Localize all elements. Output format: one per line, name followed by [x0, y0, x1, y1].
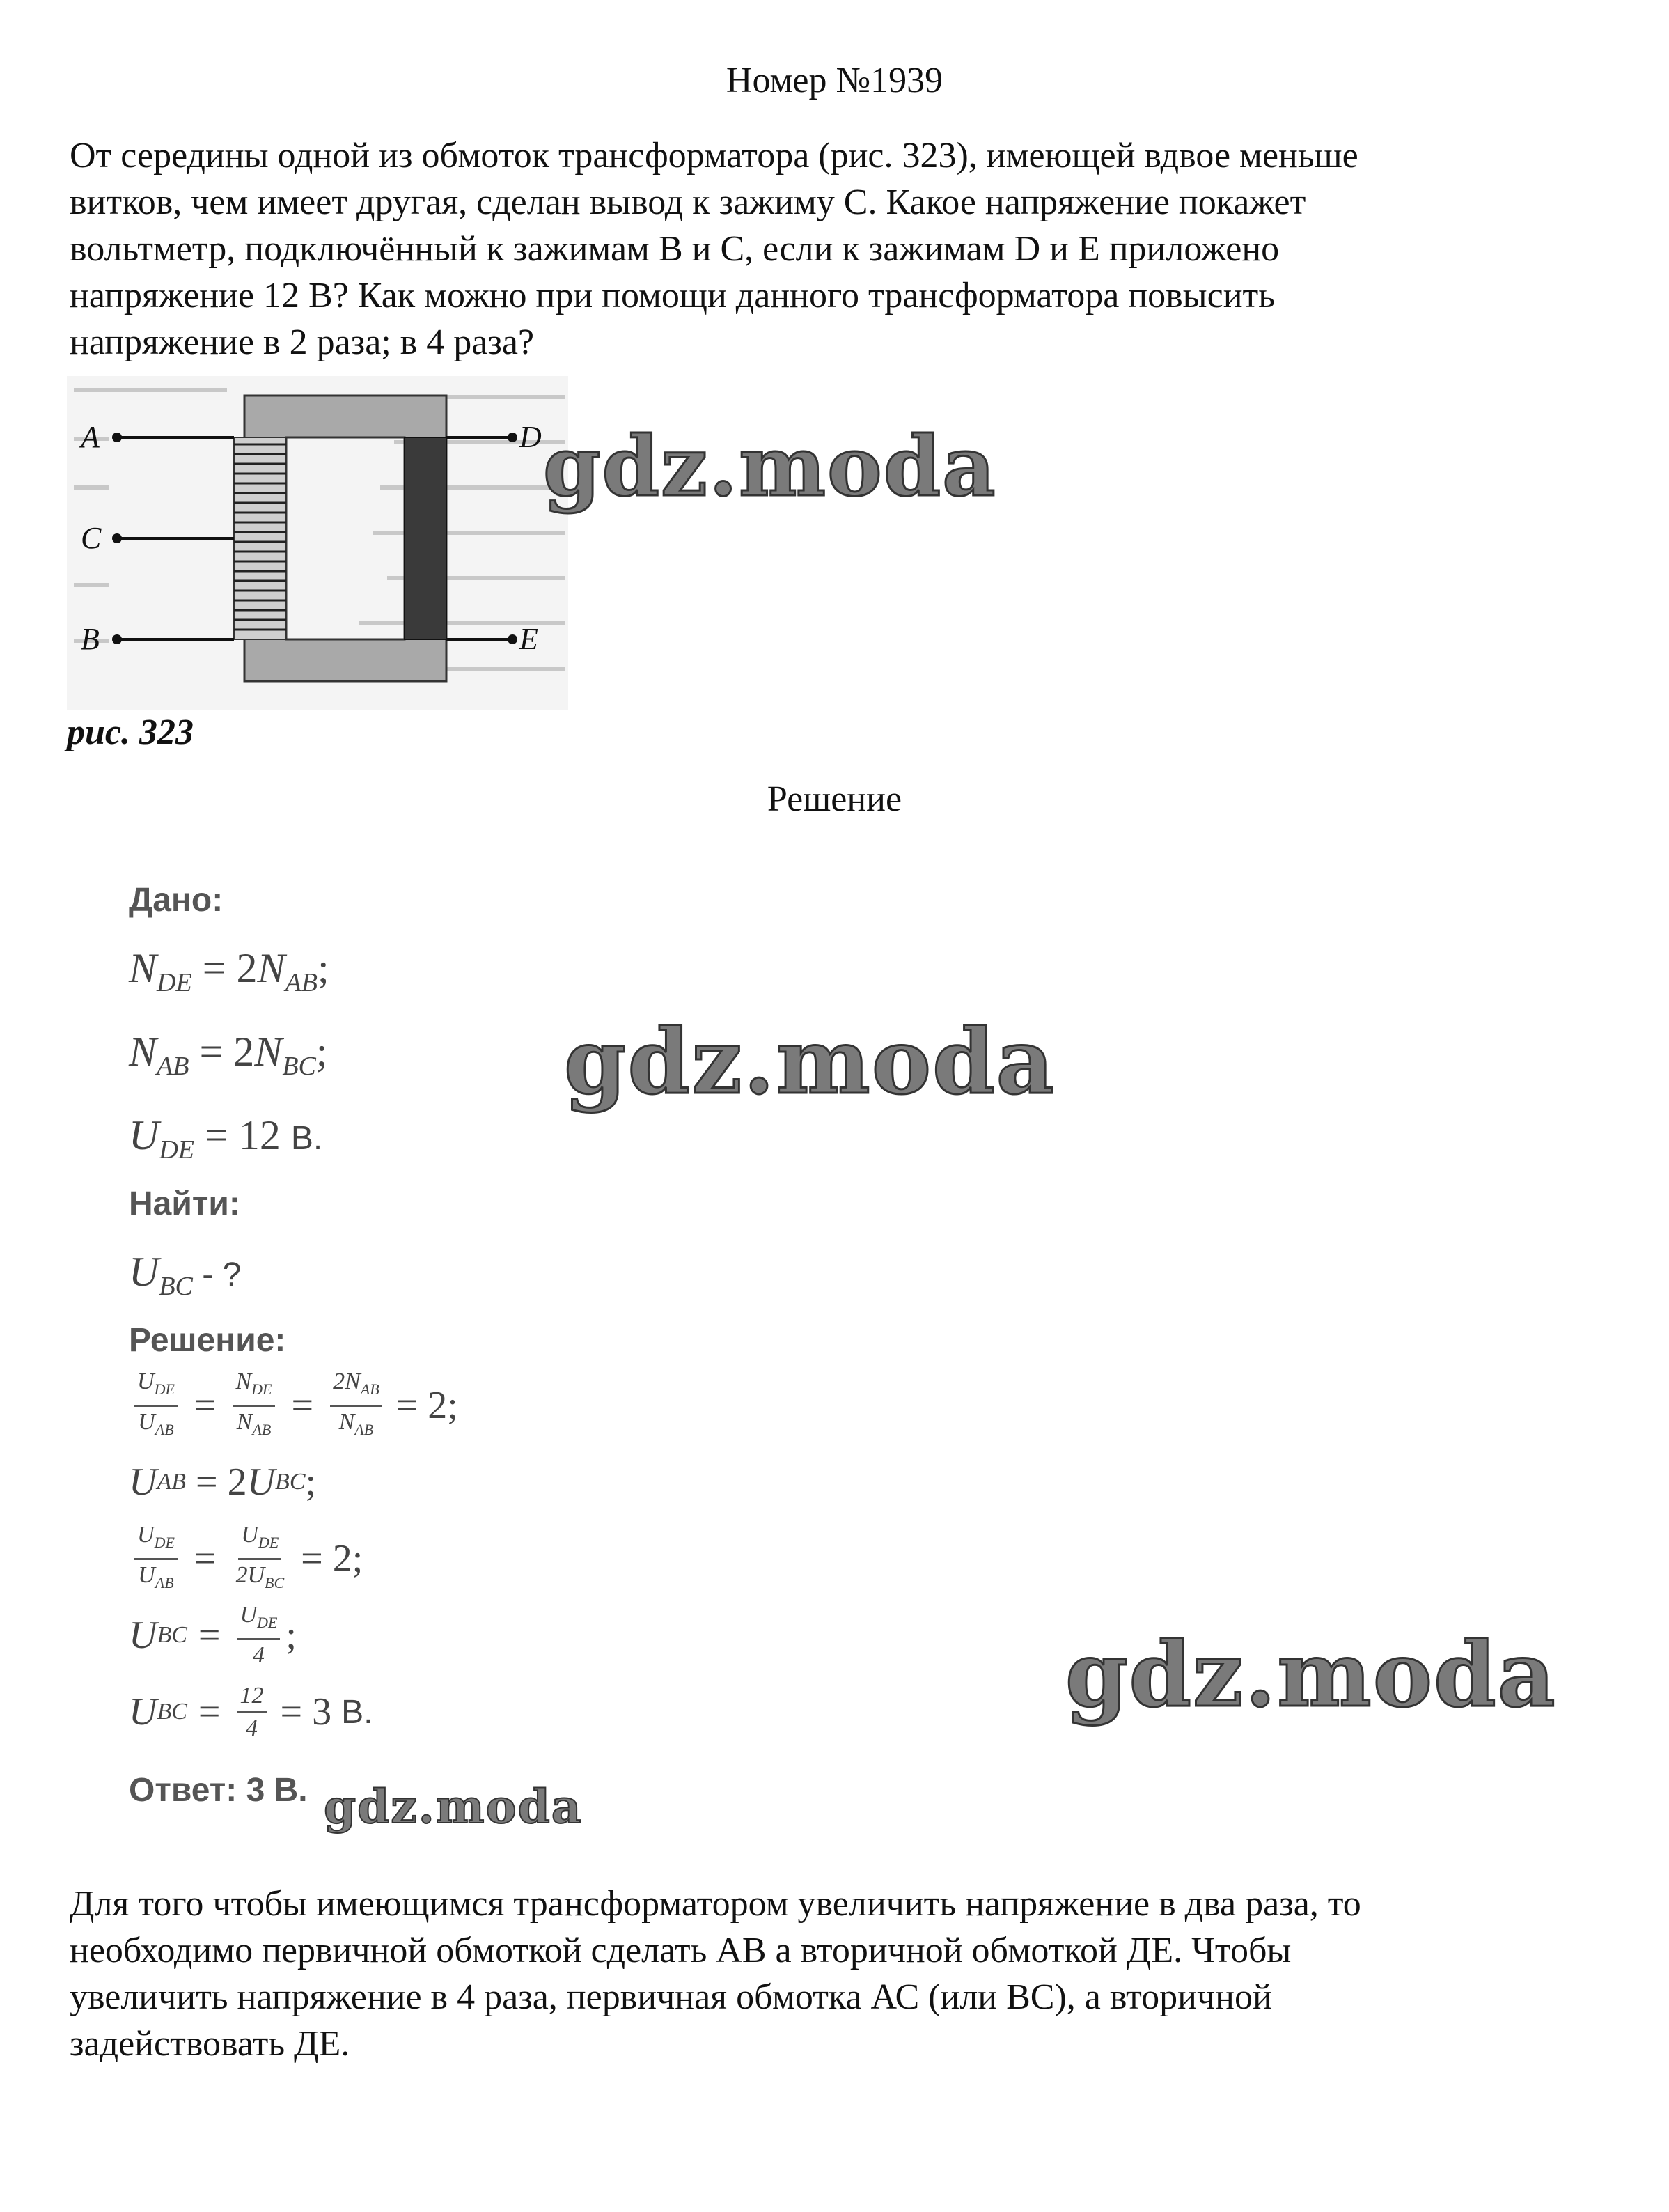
- find-formula: $U_{BC}$ - ?: [129, 1249, 242, 1301]
- calc-line: $\frac{U_{DE}}{U_{AB}}$ = $\frac{N_{DE}}{N_{AB}}$ = $\frac{2N_{AB}}{N_{AB}}$ = 2;: [129, 1367, 825, 1444]
- explanation-line: Для того чтобы имеющимся трансформатором увеличить напряжение в два раза, то: [70, 1884, 1361, 1924]
- figure-caption: рис. 323: [67, 712, 194, 752]
- page-title: Номер №1939: [726, 61, 943, 100]
- secondary-winding: [405, 437, 446, 639]
- given-formula: $N_{DE} = 2N_{AB}$;: [129, 945, 329, 997]
- problem-line: витков, чем имеет другая, сделан вывод к зажиму С. Какое напряжение покажет: [70, 182, 1306, 222]
- calc-line: U AB = 2 U BC ;: [129, 1461, 317, 1504]
- solution-header: Решение:: [129, 1322, 286, 1359]
- terminal-c-label: C: [81, 521, 102, 555]
- calc-line: $\frac{U_{DE}}{U_{AB}}$ = $\frac{U_{DE}}{2U_{BC}}$ = 2;: [129, 1520, 825, 1597]
- problem-line: напряжение 12 В? Как можно при помощи данного трансформатора повысить: [70, 276, 1275, 316]
- transformer-figure: [67, 376, 568, 710]
- explanation-line: задействовать ДЕ.: [70, 2024, 350, 2064]
- given-header: Дано:: [129, 882, 224, 919]
- explanation-line: необходимо первичной обмоткой сделать АВ а вторичной обмоткой ДЕ. Чтобы: [70, 1931, 1292, 1970]
- terminal-d-label: D: [519, 420, 542, 454]
- problem-line: От середины одной из обмоток трансформатора (рис. 323), имеющей вдвое меньше: [70, 136, 1358, 176]
- terminal-b-label: B: [81, 622, 100, 656]
- terminal-e-label: E: [519, 622, 538, 656]
- given-formula: $N_{AB} = 2N_{BC}$;: [129, 1029, 328, 1081]
- calc-line: U BC = $\frac{12}{4}$ = 3 В.: [129, 1674, 825, 1750]
- problem-line: напряжение в 2 раза; в 4 раза?: [70, 322, 535, 362]
- find-header: Найти:: [129, 1185, 240, 1222]
- watermark: gdz.moda: [1065, 1623, 1557, 1727]
- calc-line: U BC = $\frac{U_{DE}}{4}$ ;: [129, 1597, 825, 1674]
- watermark: gdz.moda: [543, 418, 997, 515]
- watermark: gdz.moda: [564, 1010, 1056, 1114]
- problem-text: [70, 132, 1601, 366]
- answer-line: Ответ: 3 В.: [129, 1772, 308, 1809]
- explanation-text: [70, 1880, 1615, 2067]
- given-formula: $U_{DE} = 12$ В.: [129, 1112, 323, 1165]
- explanation-line: увеличить напряжение в 4 раза, первичная обмотка АС (или ВС), а вторичной: [70, 1977, 1272, 2017]
- terminal-a-label: A: [81, 420, 100, 454]
- watermark: gdz.moda: [324, 1779, 583, 1834]
- solution-heading: Решение: [767, 779, 902, 819]
- problem-line: вольтметр, подключённый к зажимам В и С, если к зажимам D и E приложено: [70, 229, 1280, 269]
